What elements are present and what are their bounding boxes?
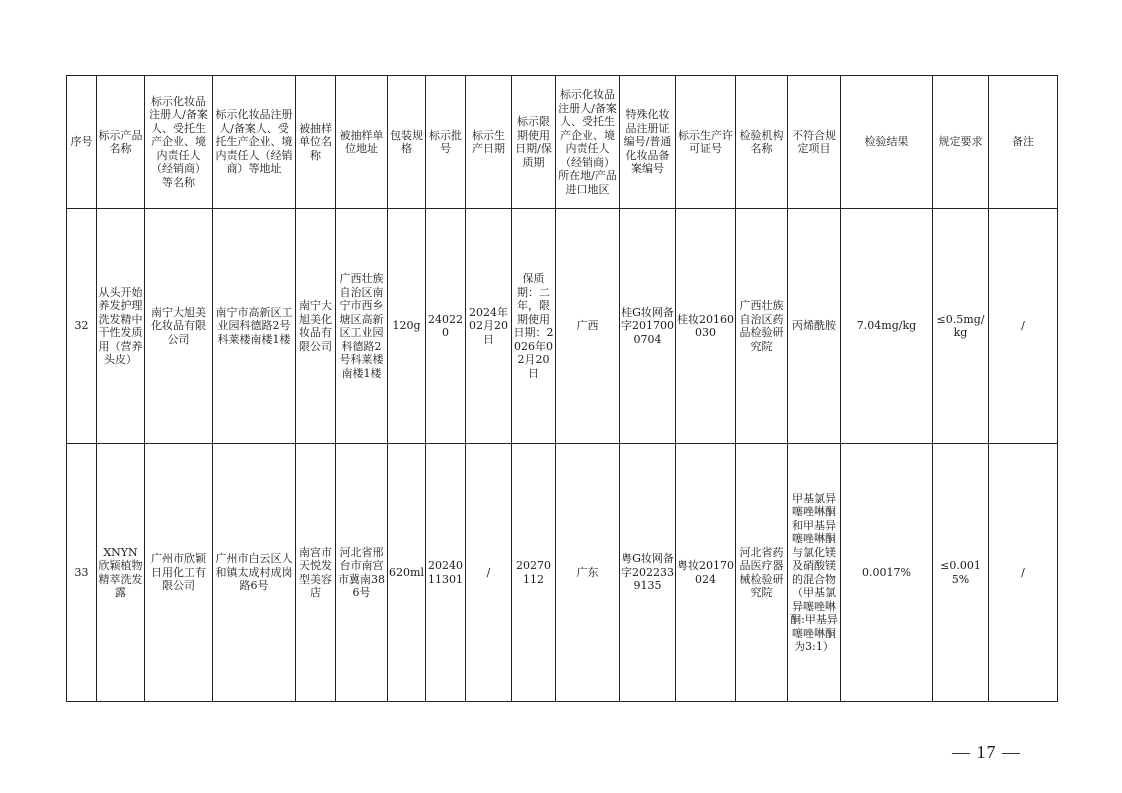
header-cell-package: 包装规格 — [388, 76, 426, 209]
header-cell-batch: 标示批号 — [426, 76, 466, 209]
table-row — [67, 444, 1058, 702]
cell-license-no: 粤妆20170024 — [676, 444, 736, 702]
header-cell-region: 标示化妆品注册人/备案人、受托生产企业、境内责任人（经销商）所在地/产品进口地区 — [556, 76, 620, 209]
header-cell-sampled-address: 被抽样单位地址 — [336, 76, 388, 209]
cell-sampled-unit: 南宫市天悦发型美容店 — [296, 444, 336, 702]
header-cell-result: 检验结果 — [841, 76, 933, 209]
cell-failed-item: 丙烯酰胺 — [788, 209, 841, 444]
page-number: — 17 — — [952, 742, 1021, 762]
cell-requirement: ≤0.5mg/kg — [933, 209, 989, 444]
cell-batch: 240220 — [426, 209, 466, 444]
header-cell-no: 序号 — [67, 76, 97, 209]
cell-no: 32 — [67, 209, 97, 444]
header-cell-remark: 备注 — [989, 76, 1058, 209]
cell-registration-no: 桂G妆网备字2017000704 — [620, 209, 676, 444]
cell-expiry: 保质期：二年，限期使用日期：2026年02月20日 — [512, 209, 556, 444]
cell-requirement: ≤0.0015% — [933, 444, 989, 702]
header-cell-sampled-unit: 被抽样单位名称 — [296, 76, 336, 209]
cell-failed-item: 甲基氯异噻唑啉酮和甲基异噻唑啉酮与氯化镁及硝酸镁的混合物（甲基氯异噻唑啉酮:甲基异噻唑啉酮为3:1） — [788, 444, 841, 702]
cell-production-date: 2024年02月20日 — [466, 209, 512, 444]
cell-package: 120g — [388, 209, 426, 444]
header-cell-license-no: 标示生产许可证号 — [676, 76, 736, 209]
cell-sampled-unit: 南宁大旭美化妆品有限公司 — [296, 209, 336, 444]
cell-region: 广东 — [556, 444, 620, 702]
cell-batch: 2024011301 — [426, 444, 466, 702]
header-cell-requirement: 规定要求 — [933, 76, 989, 209]
header-cell-institution: 检验机构名称 — [736, 76, 788, 209]
cell-sampled-address: 河北省邢台市南宫市冀南386号 — [336, 444, 388, 702]
cell-product: 从头开始养发护理洗发精中干性发质用（营养头皮） — [97, 209, 145, 444]
header-cell-failed-item: 不符合规定项目 — [788, 76, 841, 209]
header-cell-expiry: 标示限期使用日期/保质期 — [512, 76, 556, 209]
cell-production-date: / — [466, 444, 512, 702]
cell-company-address: 广州市白云区人和镇太成村成岗路6号 — [213, 444, 296, 702]
cell-sampled-address: 广西壮族自治区南宁市西乡塘区高新区工业园科德路2号科莱楼南楼1楼 — [336, 209, 388, 444]
cell-company-address: 南宁市高新区工业园科德路2号科莱楼南楼1楼 — [213, 209, 296, 444]
header-cell-registration-no: 特殊化妆品注册证编号/普通化妆品备案编号 — [620, 76, 676, 209]
cell-result: 0.0017% — [841, 444, 933, 702]
header-cell-product: 标示产品名称 — [97, 76, 145, 209]
cell-registration-no: 粤G妆网备字2022339135 — [620, 444, 676, 702]
header-cell-company: 标示化妆品注册人/备案人、受托生产企业、境内责任人（经销商）等名称 — [145, 76, 213, 209]
table-row — [67, 209, 1058, 444]
cell-package: 620ml — [388, 444, 426, 702]
table-header-row — [67, 76, 1058, 209]
header-cell-company-address: 标示化妆品注册人/备案人、受托生产企业、境内责任人（经销商）等地址 — [213, 76, 296, 209]
cell-remark: / — [989, 444, 1058, 702]
header-cell-production-date: 标示生产日期 — [466, 76, 512, 209]
cell-region: 广西 — [556, 209, 620, 444]
cell-license-no: 桂妆20160030 — [676, 209, 736, 444]
cell-remark: / — [989, 209, 1058, 444]
cell-expiry: 20270112 — [512, 444, 556, 702]
cell-company: 广州市欣颖日用化工有限公司 — [145, 444, 213, 702]
cell-institution: 河北省药品医疗器械检验研究院 — [736, 444, 788, 702]
sampling-result-table — [66, 75, 1058, 702]
cell-product: XNYN欣颖植物精萃洗发露 — [97, 444, 145, 702]
cell-company: 南宁大旭美化妆品有限公司 — [145, 209, 213, 444]
cell-institution: 广西壮族自治区药品检验研究院 — [736, 209, 788, 444]
cell-no: 33 — [67, 444, 97, 702]
cell-result: 7.04mg/kg — [841, 209, 933, 444]
